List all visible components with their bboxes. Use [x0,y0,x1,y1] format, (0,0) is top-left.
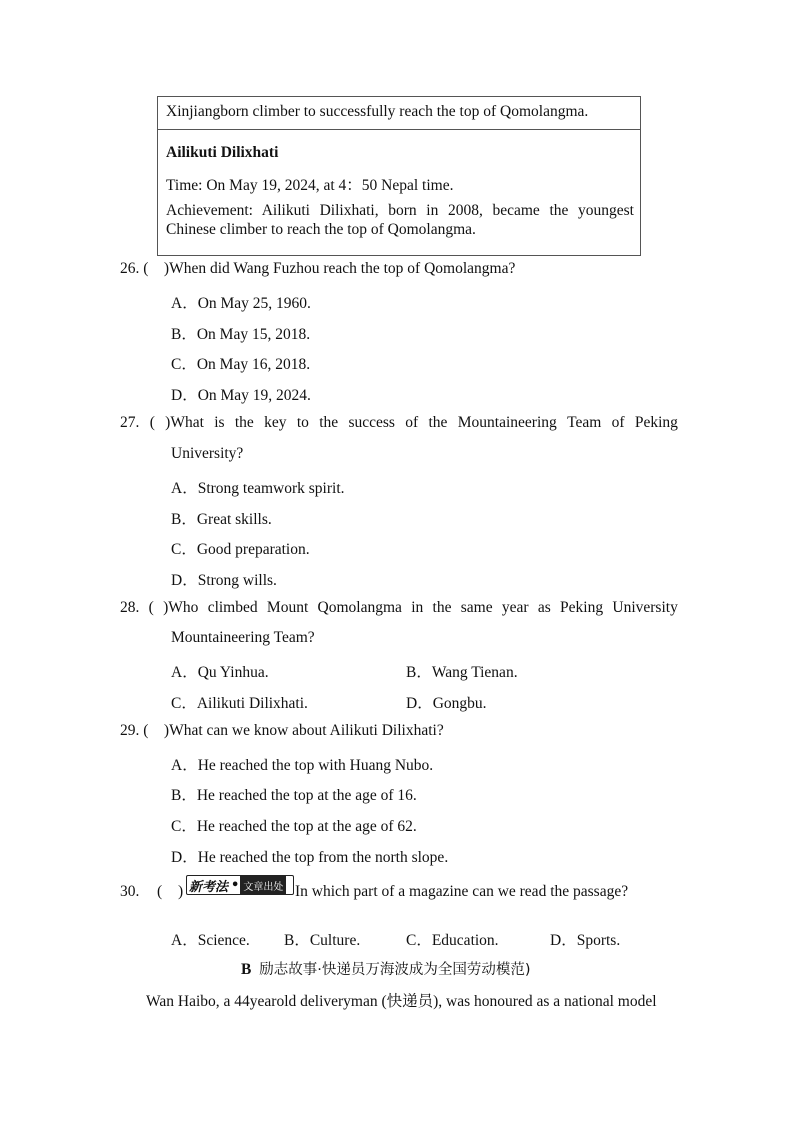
section-b-heading [241,958,530,979]
question-26-option-a: A．On May 25, 1960. [171,295,311,312]
question-26-option-b: B．On May 15, 2018. [171,326,311,343]
question-30-option-d: D．Sports. [550,932,621,949]
question-27-stem: 27. ( )What is the key to the success of the Mountaineering Team of Peking [120,414,678,431]
question-28-option-d: D．Gongbu. [406,695,487,712]
section-b-title: 励志故事·快递员万海波成为全国劳动模范) [259,962,531,978]
question-27-option-a: A．Strong teamwork spirit. [171,480,345,497]
climb-time: Time: On May 19, 2024, at 4：50 Nepal time. [166,177,454,194]
question-26-option-d: D．On May 19, 2024. [171,387,311,404]
climb-achievement: Achievement: Ailikuti Dilixhati, born in 2008, became the youngest Chinese climber to reach the top of Qomolangma. [166,202,634,238]
question-27-option-c: C．Good preparation. [171,541,310,558]
question-28-stem: 28. ( )Who climbed Mount Qomolangma in the same year as Peking University [120,599,678,616]
question-30-option-a: A．Science. [171,932,250,949]
question-28-stem-line2: Mountaineering Team? [171,629,315,646]
badge-tag: 文章出处 [240,876,286,894]
question-30-paren-close: ) [178,883,184,900]
question-30-paren-open: ( [157,883,163,900]
question-28-option-c: C．Ailikuti Dilixhati. [171,695,308,712]
question-30-stem: In which part of a magazine can we read the passage? [295,883,629,900]
question-27-option-d: D．Strong wills. [171,572,277,589]
question-26-option-c: C．On May 16, 2018. [171,356,311,373]
question-30-option-b: B．Culture. [284,932,361,949]
question-30-number: 30. [120,883,140,900]
question-29-stem: 29. ( )What can we know about Ailikuti Dilixhati? [120,722,444,739]
question-28-option-b: B．Wang Tienan. [406,664,518,681]
new-question-type-badge [186,875,294,895]
passage-first-line: Wan Haibo, a 44yearold deliveryman (快递员), was honoured as a national model [146,993,657,1010]
section-b-letter: B [241,961,252,978]
badge-dot: • [231,877,240,893]
question-29-option-c: C．He reached the top at the age of 62. [171,818,417,835]
question-26-stem: 26. ( )When did Wang Fuzhou reach the top of Qomolangma? [120,260,516,277]
question-29-option-d: D．He reached the top from the north slope. [171,849,449,866]
previous-row-text: Xinjiangborn climber to successfully reach the top of Qomolangma. [166,103,589,120]
badge-label: 新考法 [189,879,229,895]
question-29-option-b: B．He reached the top at the age of 16. [171,787,417,804]
question-30-option-c: C．Education. [406,932,499,949]
question-27-option-b: B．Great skills. [171,511,272,528]
info-table-row-previous [158,97,640,130]
question-27-stem-line2: University? [171,445,244,462]
climber-name: Ailikuti Dilixhati [166,144,279,161]
question-28-option-a: A．Qu Yinhua. [171,664,269,681]
question-29-option-a: A．He reached the top with Huang Nubo. [171,757,434,774]
info-table [157,96,641,256]
